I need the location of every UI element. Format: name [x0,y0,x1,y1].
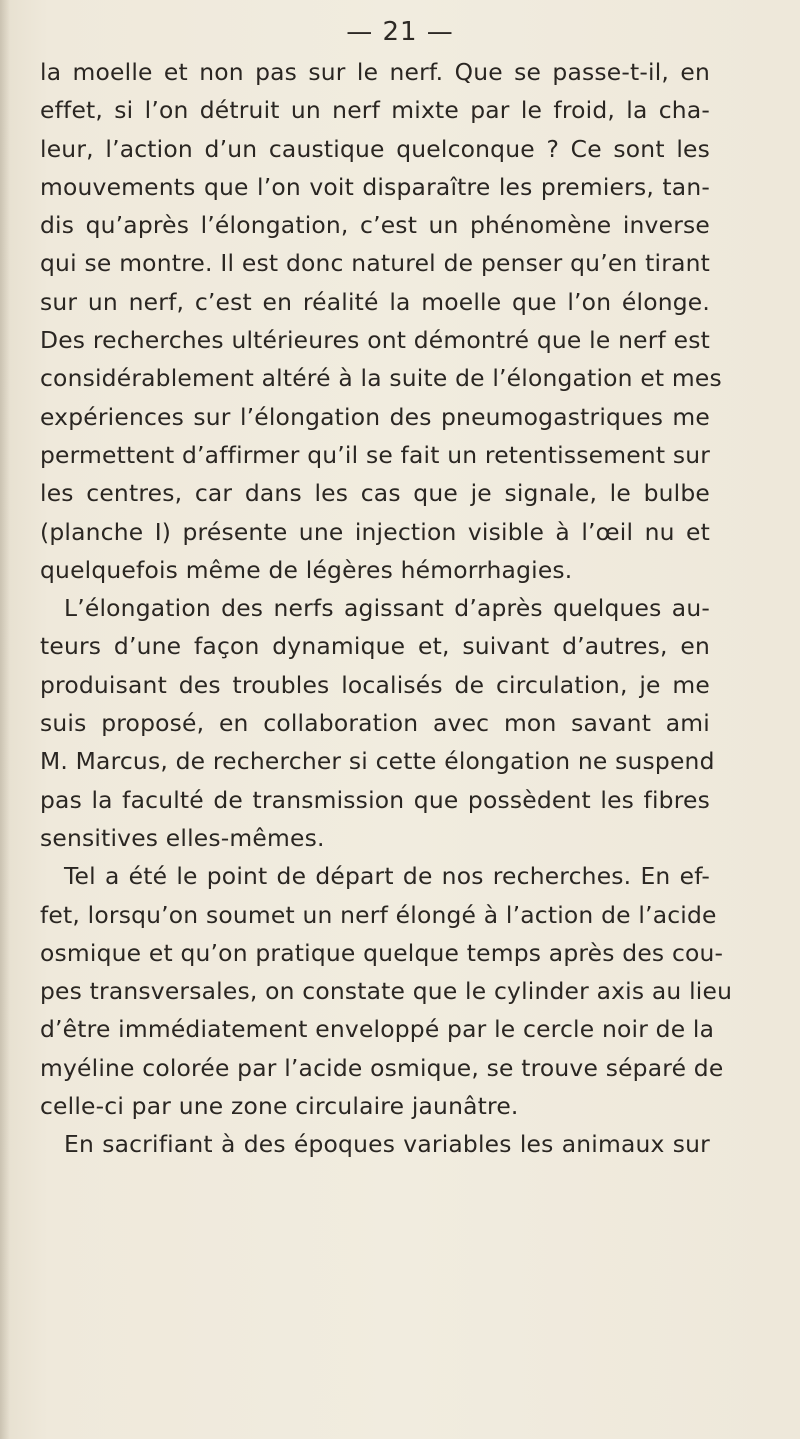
text-line: M. Marcus, de rechercher si cette élongation ne suspend [40,747,715,776]
text-line: qui se montre. Il est donc naturel de penser qu’en tirant [40,249,710,278]
text-line: les centres, car dans les cas que je signale, le bulbe [40,479,710,508]
text-line: leur, l’action d’un caustique quelconque ? Ce sont les [40,134,710,163]
text-line: mouvements que l’on voit disparaître les premiers, tan- [40,172,710,201]
text-line: pes transversales, on constate que le cylinder axis au lieu [40,977,733,1006]
body-text [40,53,733,1164]
text-line: dis qu’après l’élongation, c’est un phénomène inverse [40,211,710,240]
text-line: celle-ci par une zone circulaire jaunâtre. [40,1092,519,1121]
text-line: sensitives elles-mêmes. [40,823,325,852]
text-line: sur un nerf, c’est en réalité la moelle que l’on élonge. [40,287,710,316]
text-line: la moelle et non pas sur le nerf. Que se passe-t-il, en [40,58,710,86]
text-line: d’être immédiatement enveloppé par le cercle noir de la [40,1015,715,1044]
text-line: effet, si l’on détruit un nerf mixte par le froid, la cha- [40,96,710,125]
text-line: considérablement altéré à la suite de l’élongation et mes [40,364,722,393]
text-line: L’élongation des nerfs agissant d’après quelques au- [64,594,710,623]
text-line: expériences sur l’élongation des pneumogastriques me [40,402,710,431]
text-line: produisant des troubles localisés de circulation, je me [40,670,710,699]
text-line: myéline colorée par l’acide osmique, se trouve séparé de [40,1053,724,1082]
text-line: teurs d’une façon dynamique et, suivant d’autres, en [40,632,710,661]
text-line: pas la faculté de transmission que possèdent les fibres [40,785,710,814]
page-edge-shadow [0,0,10,1439]
text-line: Des recherches ultérieures ont démontré que le nerf est [40,326,710,355]
page-number: — 21 — [346,17,454,47]
text-line: En sacrifiant à des époques variables les animaux sur [64,1130,710,1159]
text-line: Tel a été le point de départ de nos recherches. En ef- [64,862,710,891]
text-line: fet, lorsqu’on soumet un nerf élongé à l’action de l’acide [40,900,717,929]
text-line: permettent d’affirmer qu’il se fait un retentissement sur [40,440,711,469]
text-line: suis proposé, en collaboration avec mon savant ami [40,709,710,738]
text-line: (planche I) présente une injection visible à l’œil nu et [40,517,710,546]
text-line: quelquefois même de légères hémorrhagies. [40,555,573,584]
text-line: osmique et qu’on pratique quelque temps après des cou- [40,938,724,967]
